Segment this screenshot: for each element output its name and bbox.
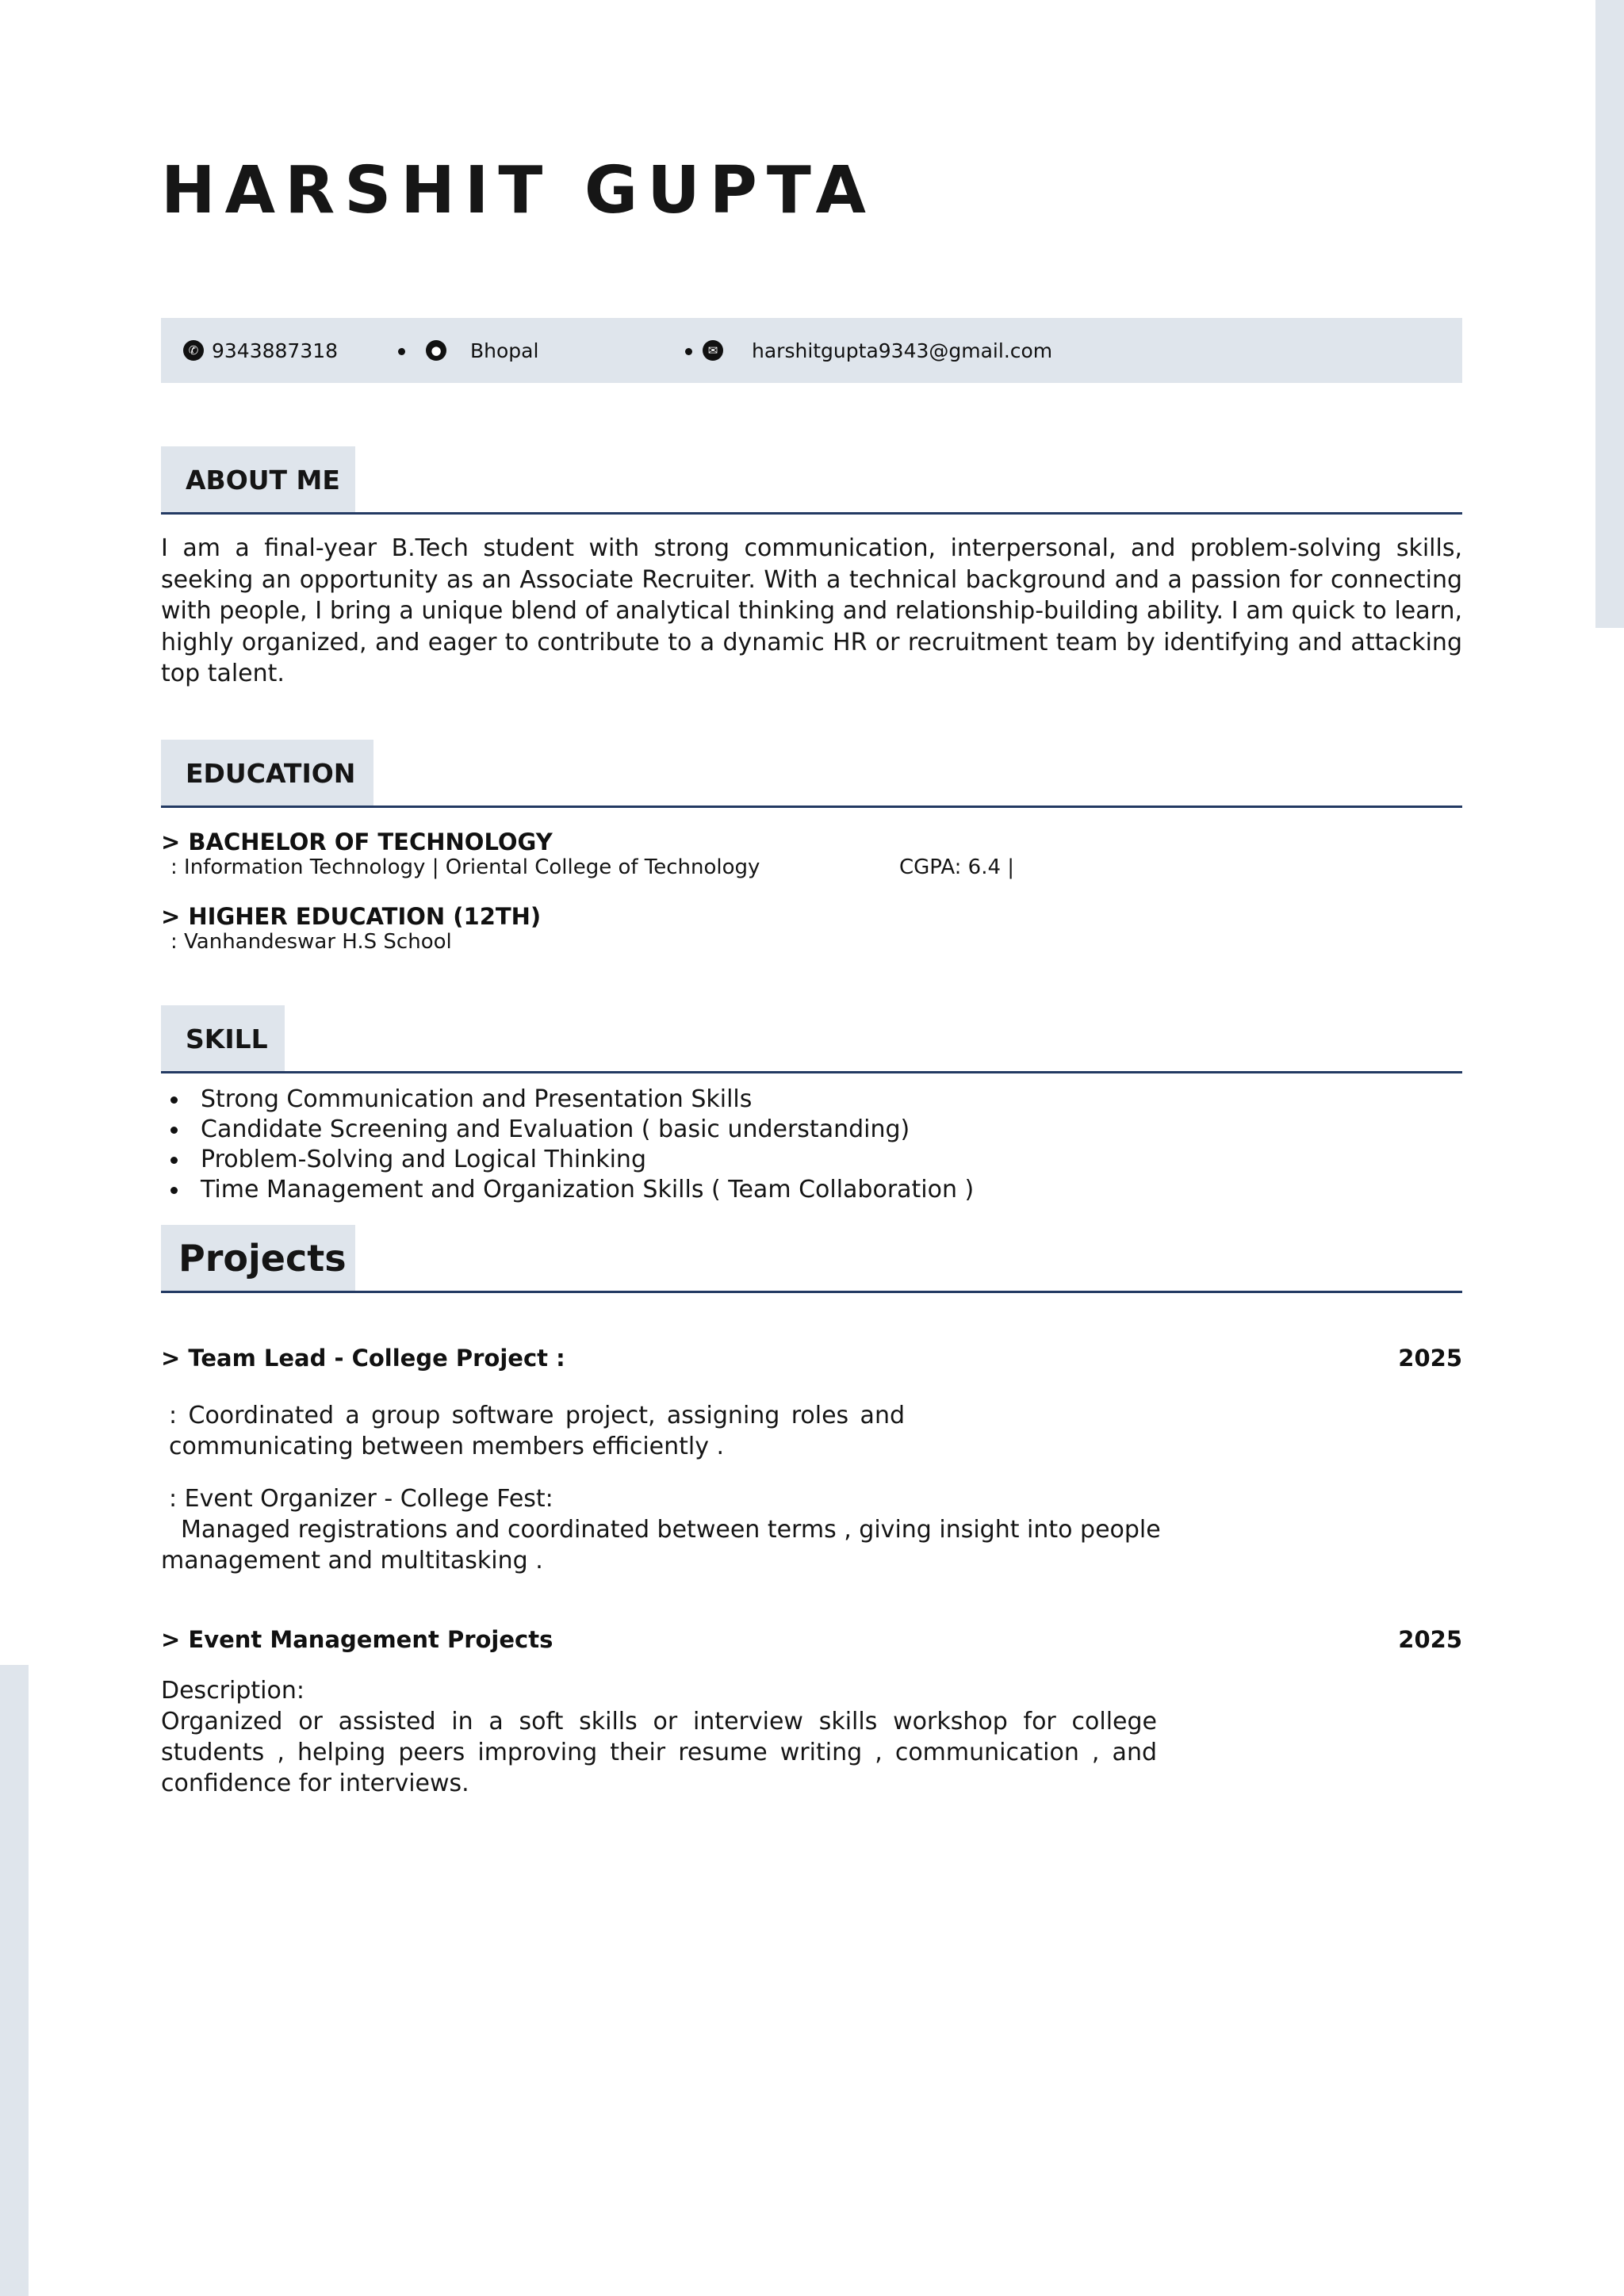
email-address[interactable]: harshitgupta9343@gmail.com xyxy=(752,339,1053,362)
project-1-description: : Coordinated a group software project, assigning roles and communicating between members efficiently . xyxy=(169,1402,905,1460)
location-pin-icon: ● xyxy=(426,340,446,361)
education-degree-title: > BACHELOR OF TECHNOLOGY xyxy=(161,828,553,855)
projects-divider xyxy=(161,1291,1462,1293)
list-item: Strong Communication and Presentation Skills xyxy=(201,1085,1311,1115)
decorative-accent-right xyxy=(1595,0,1624,628)
project-2-description: Organized or assisted in a soft skills or interview skills workshop for college students , helping peers improving their resume writing , communication , and confidence for interviews. xyxy=(161,1708,1157,1797)
decorative-accent-left xyxy=(0,1665,29,2296)
phone-icon: ✆ xyxy=(183,340,204,361)
project-1-subrole-detail-line2: management and multitasking . xyxy=(161,1547,543,1575)
project-2-year: 2025 xyxy=(1398,1626,1462,1653)
contact-location xyxy=(426,318,538,383)
skill-heading-box xyxy=(161,1005,285,1072)
about-text: I am a final-year B.Tech student with strong communication, interpersonal, and problem-solving skills, seeking an opportunity as an Associate Recruiter. With a technical background and a passion for connecting with people, I bring a unique blend of analytical thinking and relationship-building ability. I am quick to learn, highly organized, and eager to contribute to a dynamic HR or recruitment team by identifying and attacking top talent. xyxy=(161,534,1462,687)
project-2-title: > Event Management Projects xyxy=(161,1626,553,1653)
candidate-name: HARSHIT GUPTA xyxy=(161,153,875,228)
skill-divider xyxy=(161,1071,1462,1073)
skill-heading: SKILL xyxy=(186,1023,268,1054)
project-1-subrole-detail-line1: Managed registrations and coordinated between terms , giving insight into people xyxy=(181,1516,1161,1544)
project-2-description-label: Description: xyxy=(161,1677,304,1705)
education-divider xyxy=(161,806,1462,808)
education-school-title: > HIGHER EDUCATION (12TH) xyxy=(161,903,542,930)
about-divider xyxy=(161,512,1462,515)
location-text: Bhopal xyxy=(470,339,539,362)
skill-list xyxy=(161,1085,1311,1205)
education-degree-detail: : Information Technology | Oriental College of Technology xyxy=(170,855,760,879)
separator-dot xyxy=(398,348,405,355)
phone-number: 9343887318 xyxy=(212,339,339,362)
email-icon: ✉ xyxy=(703,340,723,361)
list-item: Candidate Screening and Evaluation ( basic understanding) xyxy=(201,1115,1311,1145)
education-school-detail: : Vanhandeswar H.S School xyxy=(170,930,452,954)
contact-phone xyxy=(183,318,338,383)
separator-dot xyxy=(685,348,692,355)
list-item: Time Management and Organization Skills ( Team Collaboration ) xyxy=(201,1175,1311,1205)
project-1-title: > Team Lead - College Project : xyxy=(161,1345,565,1372)
contact-email xyxy=(703,318,1052,383)
list-item: Problem-Solving and Logical Thinking xyxy=(201,1145,1311,1175)
education-degree-grade: CGPA: 6.4 | xyxy=(899,855,1015,879)
education-heading: EDUCATION xyxy=(186,757,356,789)
project-1-year: 2025 xyxy=(1398,1345,1462,1372)
project-1-subrole: : Event Organizer - College Fest: xyxy=(169,1485,553,1513)
about-heading: ABOUT ME xyxy=(186,464,340,496)
projects-heading: Projects xyxy=(178,1237,347,1280)
about-heading-box xyxy=(161,446,355,513)
education-heading-box xyxy=(161,740,373,806)
contact-bar xyxy=(161,318,1462,383)
projects-heading-box xyxy=(161,1225,355,1292)
